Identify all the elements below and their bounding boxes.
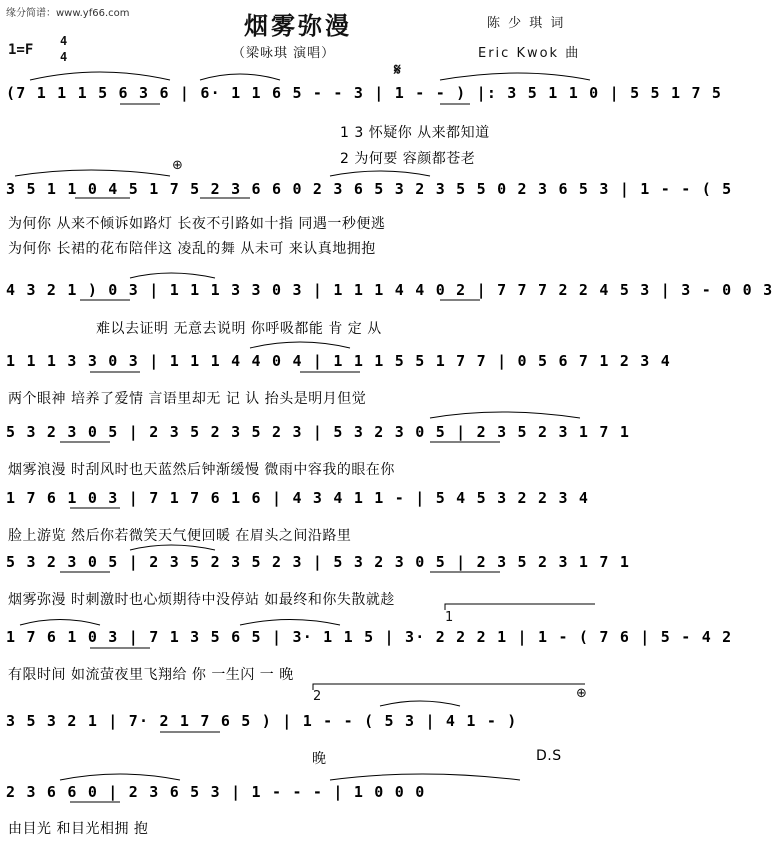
time-signature-top: 4: [60, 34, 68, 48]
composer-credit: Eric Kwok 曲: [478, 46, 581, 61]
notation-row-5: 5 3 2 3 0 5 | 2 3 5 2 3 5 2 3 | 5 3 2 3 0 5 | 2 3 5 2 3 1 7 1: [6, 423, 631, 441]
site-watermark: 缘分简谱：www.yf66.com: [6, 8, 130, 19]
lyric-row-1a: 1 3 怀疑你 从来都知道: [340, 125, 490, 141]
key-signature: 1=F: [8, 42, 34, 58]
lyric-row-2b: 为何你 长裙的花布陪伴这 凌乱的舞 从未可 来认真地拥抱: [8, 241, 376, 257]
lyric-row-9: 晚: [312, 751, 327, 767]
notation-row-3: 4 3 2 1 ) 0 3 | 1 1 1 3 3 0 3 | 1 1 1 4 4 0 2 | 7 7 7 2 2 4 5 3 | 3 - 0 0 3: [6, 281, 773, 299]
lyric-row-2a: 为何你 从来不倾诉如路灯 长夜不引路如十指 同遇一秒便逃: [8, 216, 386, 232]
segno-mark: 𝄋: [394, 60, 401, 79]
lyric-row-10: 由目光 和目光相拥 抱: [8, 821, 149, 837]
lyric-row-1b: 2 为何要 容颜都苍老: [340, 151, 476, 167]
lyricist-credit: 陈 少 琪 词: [487, 16, 566, 31]
notation-row-1: (7 1 1 1 5 6 3 6 | 6· 1 1 6 5 - - 3 | 1 - - ) |: 3 5 1 1 0 | 5 5 1 7 5: [6, 84, 723, 102]
lyric-row-3: 难以去证明 无意去说明 你呼吸都能 肯 定 从: [96, 321, 382, 337]
time-signature-bottom: 4: [60, 50, 68, 64]
song-title: 烟雾弥漫: [244, 11, 352, 40]
notation-row-10: 2 3 6 6 0 | 2 3 6 5 3 | 1 - - - | 1 0 0 0: [6, 783, 426, 801]
notation-row-2: 3 5 1 1 0 4 5 1 7 5 2 3 6 6 0 2 3 6 5 3 2 3 5 5 0 2 3 6 5 3 | 1 - - ( 5: [6, 180, 733, 198]
coda-mark-2: ⊕: [576, 686, 587, 701]
ds-mark: D.S: [536, 748, 562, 764]
coda-mark-1: ⊕: [172, 158, 183, 173]
volta-2-label: 2: [313, 689, 322, 704]
lyric-row-5: 烟雾浪漫 时刮风时也天蓝然后钟渐缓慢 微雨中容我的眼在你: [8, 462, 395, 478]
notation-row-8: 1 7 6 1 0 3 | 7 1 3 5 6 5 | 3· 1 1 5 | 3· 2 2 2 1 | 1 - ( 7 6 | 5 - 4 2: [6, 628, 733, 646]
notation-row-7: 5 3 2 3 0 5 | 2 3 5 2 3 5 2 3 | 5 3 2 3 0 5 | 2 3 5 2 3 1 7 1: [6, 553, 631, 571]
notation-row-4: 1 1 1 3 3 0 3 | 1 1 1 4 4 0 4 | 1 1 1 5 5 1 7 7 | 0 5 6 7 1 2 3 4: [6, 352, 671, 370]
notation-row-9: 3 5 3 2 1 | 7· 2 1 7 6 5 ) | 1 - - ( 5 3 | 4 1 - ): [6, 712, 518, 730]
lyric-row-6: 脸上游览 然后你若微笑天气便回暖 在眉头之间沿路里: [8, 528, 352, 544]
singer-line: （梁咏琪 演唱）: [232, 46, 336, 61]
notation-row-6: 1 7 6 1 0 3 | 7 1 7 6 1 6 | 4 3 4 1 1 - | 5 4 5 3 2 2 3 4: [6, 489, 590, 507]
lyric-row-8: 有限时间 如流萤夜里飞翔给 你 一生闪 一 晚: [8, 667, 294, 683]
lyric-row-7: 烟雾弥漫 时刺激时也心烦期待中没停站 如最终和你失散就趁: [8, 592, 395, 608]
lyric-row-4: 两个眼神 培养了爱情 言语里却无 记 认 抬头是明月但觉: [8, 391, 367, 407]
volta-1-label: 1: [445, 610, 454, 625]
